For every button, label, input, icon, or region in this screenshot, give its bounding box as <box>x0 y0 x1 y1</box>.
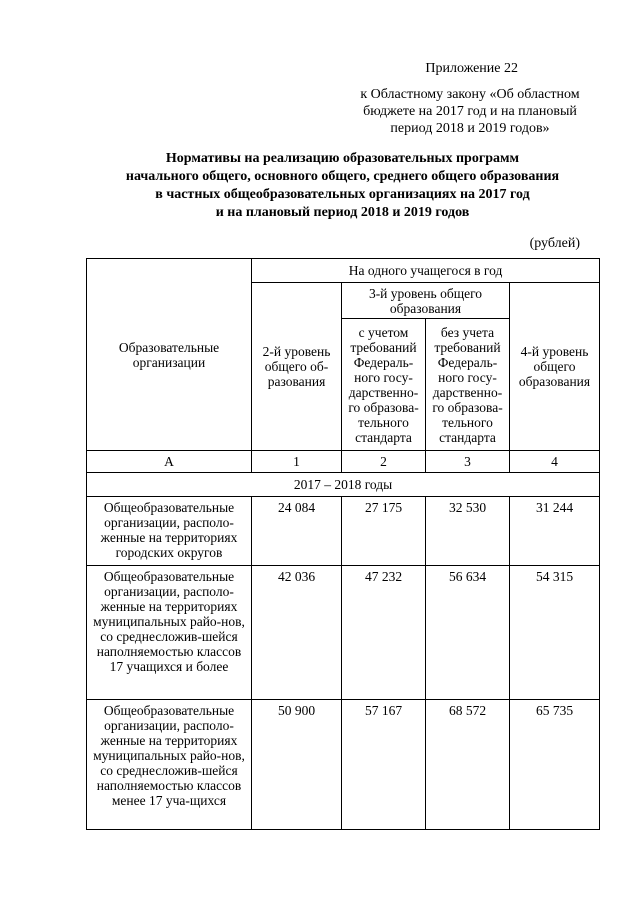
unit-label: (рублей) <box>529 236 580 251</box>
index-cell: А <box>87 451 252 473</box>
header-row <box>87 259 600 283</box>
section-row <box>87 473 600 497</box>
org-cell: Общеобразовательные организации, располо-женные на территориях муниципальных райо-нов, со среднесложив-шейся наполняемостью классов менее 17 уча-щихся <box>87 700 252 830</box>
norms-table <box>86 258 600 830</box>
value-cell: 47 232 <box>342 566 426 700</box>
title-line: начального общего, основного общего, среднего общего образования <box>125 169 560 184</box>
value-cell: 56 634 <box>426 566 510 700</box>
annex-header <box>330 60 590 137</box>
value-cell: 68 572 <box>426 700 510 830</box>
index-cell: 2 <box>342 451 426 473</box>
col-header-level3: 3-й уровень общего образования <box>342 283 510 319</box>
value-cell: 50 900 <box>252 700 342 830</box>
col-header-org: Образовательные организации <box>87 259 252 451</box>
law-reference <box>350 86 590 137</box>
document-title <box>70 150 615 222</box>
law-reference-line: бюджете на 2017 год и на плановый <box>363 104 577 119</box>
value-cell: 42 036 <box>252 566 342 700</box>
index-cell: 4 <box>510 451 600 473</box>
value-cell: 32 530 <box>426 497 510 566</box>
title-line: Нормативы на реализацию образовательных программ <box>165 151 520 166</box>
value-cell: 31 244 <box>510 497 600 566</box>
value-cell: 24 084 <box>252 497 342 566</box>
col-header-group: На одного учащегося в год <box>252 259 600 283</box>
section-label: 2017 – 2018 годы <box>87 473 600 497</box>
col-header-level4: 4-й уровень общего образования <box>510 283 600 451</box>
value-cell: 54 315 <box>510 566 600 700</box>
title-line: в частных общеобразовательных организациях на 2017 год <box>155 187 530 202</box>
index-cell: 1 <box>252 451 342 473</box>
table-row <box>87 700 600 830</box>
index-cell: 3 <box>426 451 510 473</box>
appendix-number: Приложение 22 <box>425 61 518 76</box>
value-cell: 65 735 <box>510 700 600 830</box>
law-reference-line: период 2018 и 2019 годов» <box>390 121 550 136</box>
index-row <box>87 451 600 473</box>
org-cell: Общеобразовательные организации, располо-женные на территориях муниципальных райо-нов, со среднесложив-шейся наполняемостью классов 17 учащихся и более <box>87 566 252 700</box>
table-row <box>87 566 600 700</box>
law-reference-line: к Областному закону «Об областном <box>360 87 580 102</box>
col-header-level3-without: без учета требований Федераль-ного госу-дарственно-го образова-тельного стандарта <box>426 319 510 451</box>
org-cell: Общеобразовательные организации, располо-женные на территориях городских округов <box>87 497 252 566</box>
col-header-level2: 2-й уровень общего об-разования <box>252 283 342 451</box>
col-header-level3-with: с учетом требований Федераль-ного госу-дарственно-го образова-тельного стандарта <box>342 319 426 451</box>
value-cell: 57 167 <box>342 700 426 830</box>
table-row <box>87 497 600 566</box>
value-cell: 27 175 <box>342 497 426 566</box>
title-line: и на плановый период 2018 и 2019 годов <box>215 205 470 220</box>
